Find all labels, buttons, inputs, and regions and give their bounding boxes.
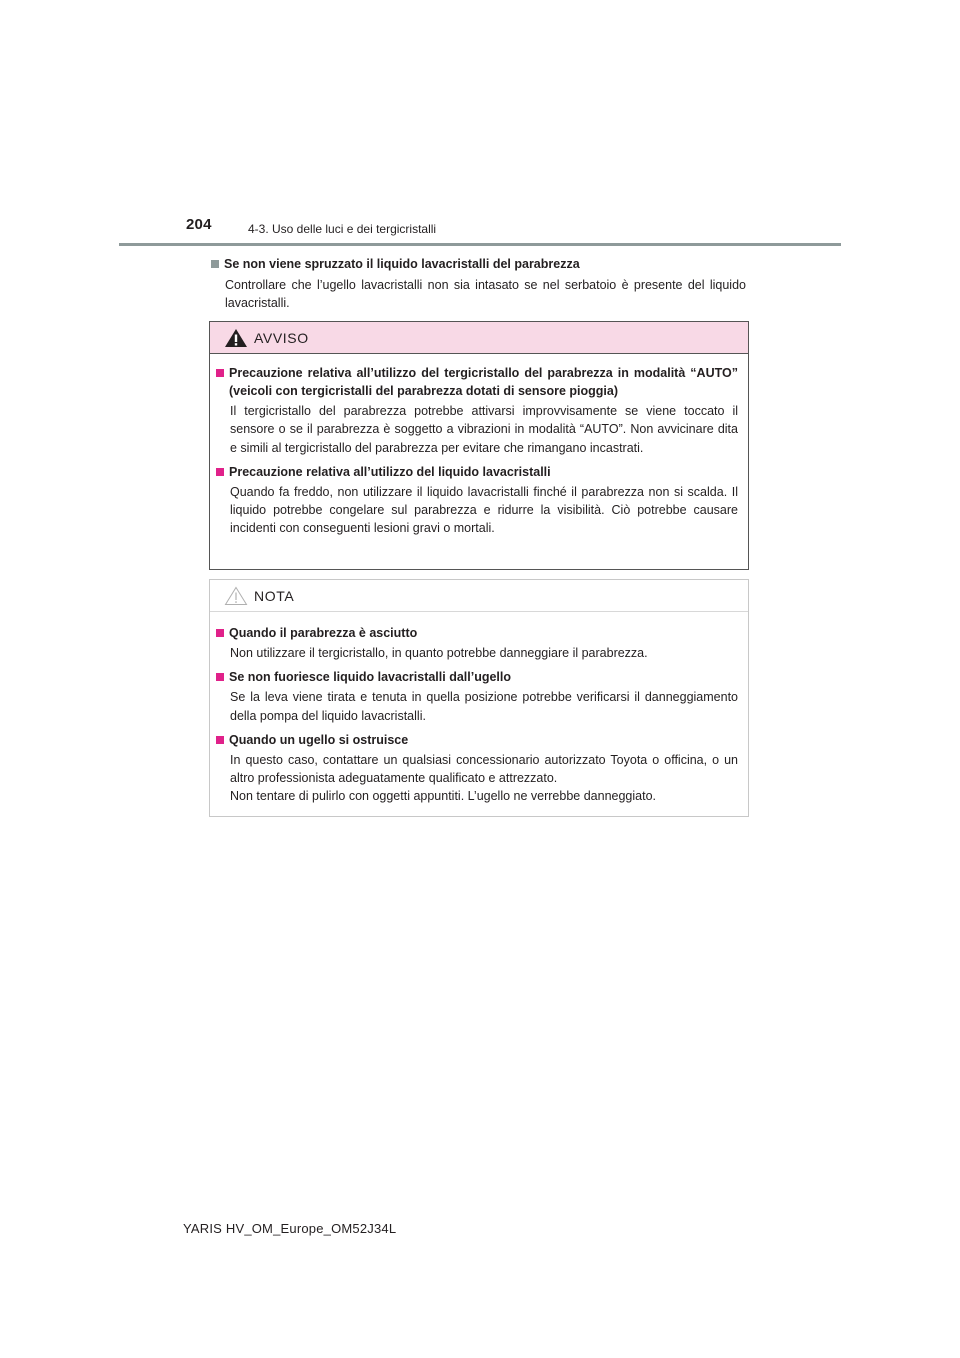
nota-title: NOTA [254, 587, 295, 604]
nota-item [216, 731, 738, 806]
nota-header [210, 580, 748, 612]
caution-outline-triangle-icon [224, 586, 248, 606]
nota-item-heading [216, 668, 738, 686]
nota-item-heading [216, 624, 738, 642]
nota-body [210, 612, 748, 806]
square-bullet-icon [216, 736, 224, 744]
avviso-item-text: Quando fa freddo, non utilizzare il liquido lavacristalli finché il parabrezza non si scalda. Il liquido potrebbe congelare sul parabrezza e ridurre la visibilità. Ciò potrebbe causare incidenti con conseguenti lesioni gravi o mortali. [230, 484, 738, 536]
avviso-box [209, 321, 749, 570]
nota-item-heading-text: Quando il parabrezza è asciutto [229, 626, 418, 640]
footer-doc-id: YARIS HV_OM_Europe_OM52J34L [183, 1221, 397, 1236]
nota-item-text: Se la leva viene tirata e tenuta in quella posizione potrebbe verificarsi il danneggiamento della pompa del liquido lavacristalli. [230, 690, 738, 723]
square-bullet-icon [216, 369, 224, 377]
square-bullet-icon [211, 260, 219, 268]
nota-item-heading-text: Se non fuoriesce liquido lavacristalli dall’ugello [229, 670, 512, 685]
avviso-item [216, 364, 738, 457]
header-rule [119, 243, 841, 246]
avviso-header [210, 322, 748, 354]
nota-item-heading [216, 731, 738, 749]
nota-item-text-2: Non tentare di pulirlo con oggetti appuntiti. L’ugello ne verrebbe danneggiato. [230, 789, 657, 804]
avviso-item-heading-text: Precauzione relativa all’utilizzo del liquido lavacristalli [229, 464, 551, 479]
avviso-body [210, 354, 748, 538]
avviso-title: AVVISO [254, 329, 309, 346]
warning-triangle-icon [224, 328, 248, 348]
page-number: 204 [186, 216, 212, 233]
nota-item [216, 624, 738, 662]
intro-section [211, 255, 746, 313]
section-title: 4-3. Uso delle luci e dei tergicristalli [248, 222, 437, 236]
avviso-item-heading [216, 463, 738, 481]
nota-item-text: Non utilizzare il tergicristallo, in quanto potrebbe danneggiare il parabrezza. [230, 646, 648, 660]
square-bullet-icon [216, 629, 224, 637]
intro-heading [211, 255, 746, 273]
avviso-item-text: Il tergicristallo del parabrezza potrebbe attivarsi improvvisamente se viene toccato il sensore o se il parabrezza è soggetto a vibrazioni in modalità “AUTO”. Non avvicinare dita e simili al tergicristallo del parabrezza per evitare che rimangano incastrati. [230, 404, 738, 455]
avviso-item [216, 463, 738, 538]
nota-item-text: In questo caso, contattare un qualsiasi concessionario autorizzato Toyota o officina, o un altro professionista adeguatamente qualificato e attrezzato. [230, 752, 738, 786]
intro-text: Controllare che l’ugello lavacristalli non sia intasato se nel serbatoio è presente del liquido lavacristalli. [225, 278, 746, 311]
nota-item [216, 668, 738, 725]
nota-item-heading-text: Quando un ugello si ostruisce [229, 732, 409, 747]
square-bullet-icon [216, 468, 224, 476]
avviso-item-heading [216, 364, 738, 400]
square-bullet-icon [216, 673, 224, 681]
avviso-item-heading-text: Precauzione relativa all’utilizzo del tergicristallo del parabrezza in modalità “AUTO” (veicoli con tergicristalli del parabrezza dotati di sensore pioggia) [229, 366, 738, 398]
nota-box [209, 579, 749, 817]
intro-heading-text: Se non viene spruzzato il liquido lavacristalli del parabrezza [224, 257, 580, 271]
